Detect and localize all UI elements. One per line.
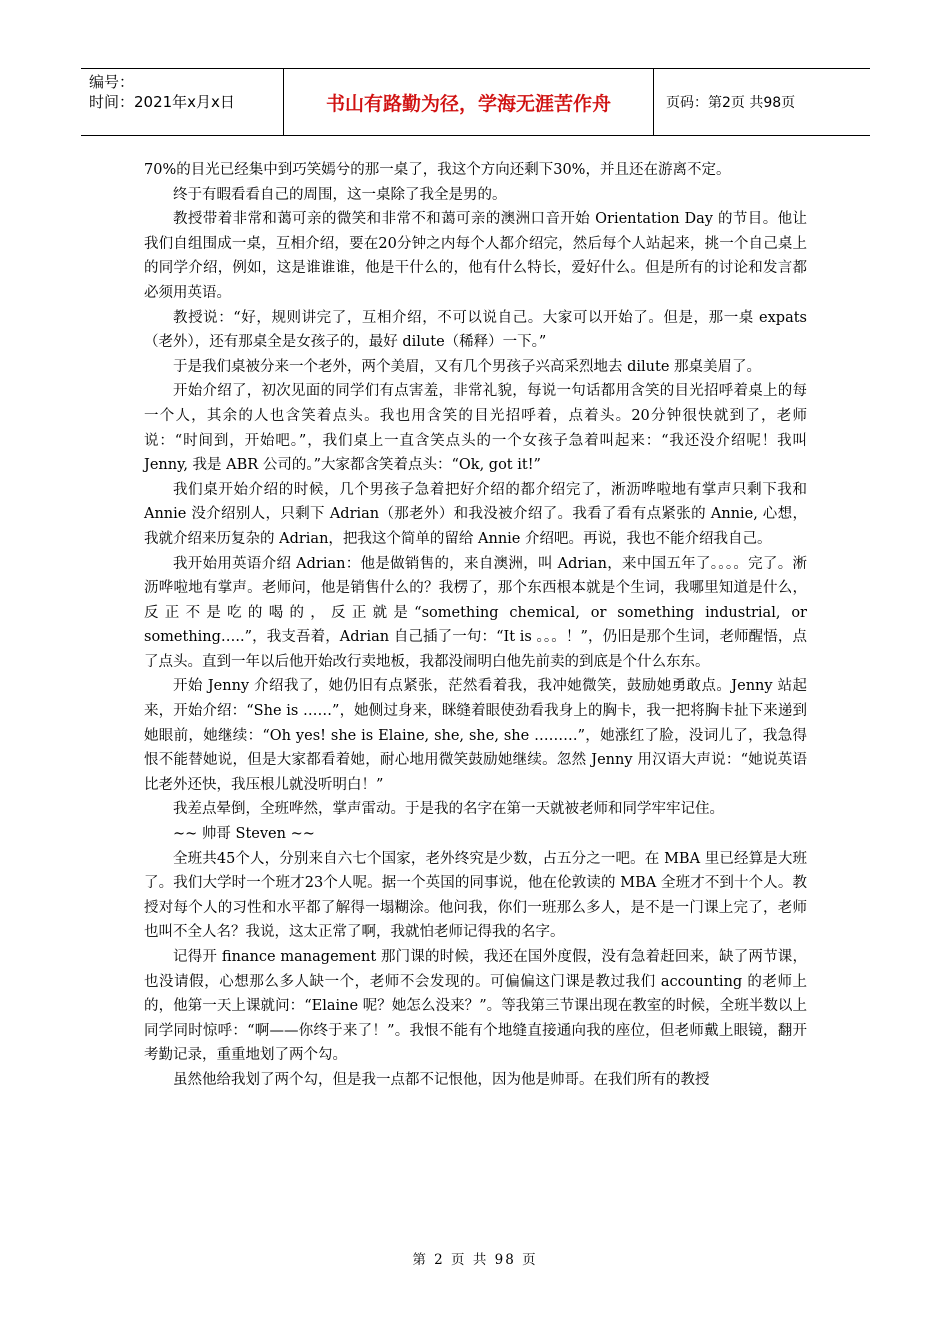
header-motto: 书山有路勤为径，学海无涯苦作舟	[284, 69, 654, 135]
header-meta	[81, 69, 284, 135]
page-footer: 第 2 页 共 98 页	[412, 1252, 538, 1268]
paragraph: 于是我们桌被分来一个老外，两个美眉，又有几个男孩子兴高采烈地去 dilute 那桌美眉了。	[173, 358, 762, 375]
paragraph: 我差点晕倒，全班哗然，掌声雷动。于是我的名字在第一天就被老师和同学牢牢记住。	[173, 801, 724, 818]
paragraph: 我们桌开始介绍的时候，几个男孩子急着把好介绍的都介绍完了，淅沥哗啦地有掌声只剩下我和 Annie 没介绍别人，只剩下 Adrian（那老外）和我没被介绍了。我看了看有点紧张的 Annie, 心想，我就介绍来历复杂的 Adrian，把我这个简单的留给 Annie 介绍吧。再说，我也不能介绍我自己。	[144, 481, 807, 547]
paragraph: 教授说：“好，规则讲完了，互相介绍，不可以说自己。大家可以开始了。但是，那一桌 expats（老外），还有那桌全是女孩子的，最好 dilute（稀释）一下。”	[144, 309, 807, 351]
document-time-label: 时间：2021年x月x日	[89, 93, 235, 111]
header-page-number: 页码：第2页 共98页	[666, 95, 796, 111]
paragraph: 开始介绍了，初次见面的同学们有点害羞，非常礼貌，每说一句话都用含笑的目光招呼着桌上的每一个人，其余的人也含笑着点头。我也用含笑的目光招呼着，点着头。20分钟很快就到了，老师说：“时间到，开始吧。”，我们桌上一直含笑点头的一个女孩子急着叫起来：“我还没介绍呢！我叫 Jenny, 我是 ABR 公司的。”大家都含笑着点头：“Ok, got it!”	[144, 383, 807, 474]
paragraph: 记得开 finance management 那门课的时候，我还在国外度假，没有急着赶回来，缺了两节课，也没请假，心想那么多人缺一个，老师不会发现的。可偏偏这门课是教过我们 accounting 的老师上的，他第一天上课就问：“Elaine 呢？她怎么没来？”。等我第三节课出现在教室的时候，全班半数以上同学同时惊呼：“啊——你终于来了！”。我恨不能有个地缝直接通向我的座位，但老师戴上眼镜，翻开考勤记录，重重地划了两个勾。	[144, 949, 807, 1064]
paragraph: 我开始用英语介绍 Adrian：他是做销售的，来自澳洲，叫 Adrian，来中国五年了。。。。完了。淅沥哗啦地有掌声。老师问，他是销售什么的？我楞了，那个东西根本就是个生词，我哪里知道是什么，反正不是吃的喝的，反正就是“something chemical, or something industrial, or something…..”，我支吾着，Adrian 自己插了一句：“It is 。。。！”，仍旧是那个生词，老师醒悟，点了点头。直到一年以后他开始改行卖地板，我都没闹明白他先前卖的到底是个什么东东。	[144, 555, 807, 670]
paragraph: 虽然他给我划了两个勾，但是我一点都不记恨他，因为他是帅哥。在我们所有的教授	[173, 1071, 710, 1088]
paragraph: 全班共45个人，分别来自六七个国家，老外终究是少数，占五分之一吧。在 MBA 里已经算是大班了。我们大学时一个班才23个人呢。据一个英国的同事说，他在伦敦读的 MBA 全班才不到十个人。教授对每个人的习性和水平都了解得一塌糊涂。他问我，你们一班那么多人，是不是一门课上完了，老师也叫不全人名？我说，这太正常了啊，我就怕老师记得我的名字。	[144, 850, 807, 941]
paragraph: 教授带着非常和蔼可亲的微笑和非常不和蔼可亲的澳洲口音开始 Orientation Day 的节目。他让我们自组围成一桌，互相介绍，要在20分钟之内每个人都介绍完，然后每个人站起来，挑一个自己桌上的同学介绍，例如，这是谁谁谁，他是干什么的，他有什么特长，爱好什么。但是所有的讨论和发言都必须用英语。	[144, 211, 807, 301]
page-header	[81, 68, 870, 136]
section-heading: ~~ 帅哥 Steven ~~	[173, 826, 315, 843]
document-body	[144, 158, 807, 1093]
document-number-label: 编号：	[89, 73, 135, 91]
paragraph: 70%的目光已经集中到巧笑嫣兮的那一桌了，我这个方向还剩下30%，并且还在游离不定。	[144, 162, 731, 178]
paragraph: 终于有暇看看自己的周围，这一桌除了我全是男的。	[173, 186, 507, 203]
paragraph: 开始 Jenny 介绍我了，她仍旧有点紧张，茫然看着我，我冲她微笑，鼓励她勇敢点。Jenny 站起来，开始介绍：“She is ……”，她侧过身来，眯缝着眼使劲看我身上的胸卡，我一把将胸卡扯下来递到她眼前，她继续：“Oh yes! she is Elaine, she, she, she ………”，她涨红了脸，没词儿了，我急得恨不能替她说，但是大家都看着她，耐心地用微笑鼓励她继续。忽然 Jenny 用汉语大声说：“她说英语比老外还快，我压根儿就没听明白！”	[144, 678, 807, 793]
